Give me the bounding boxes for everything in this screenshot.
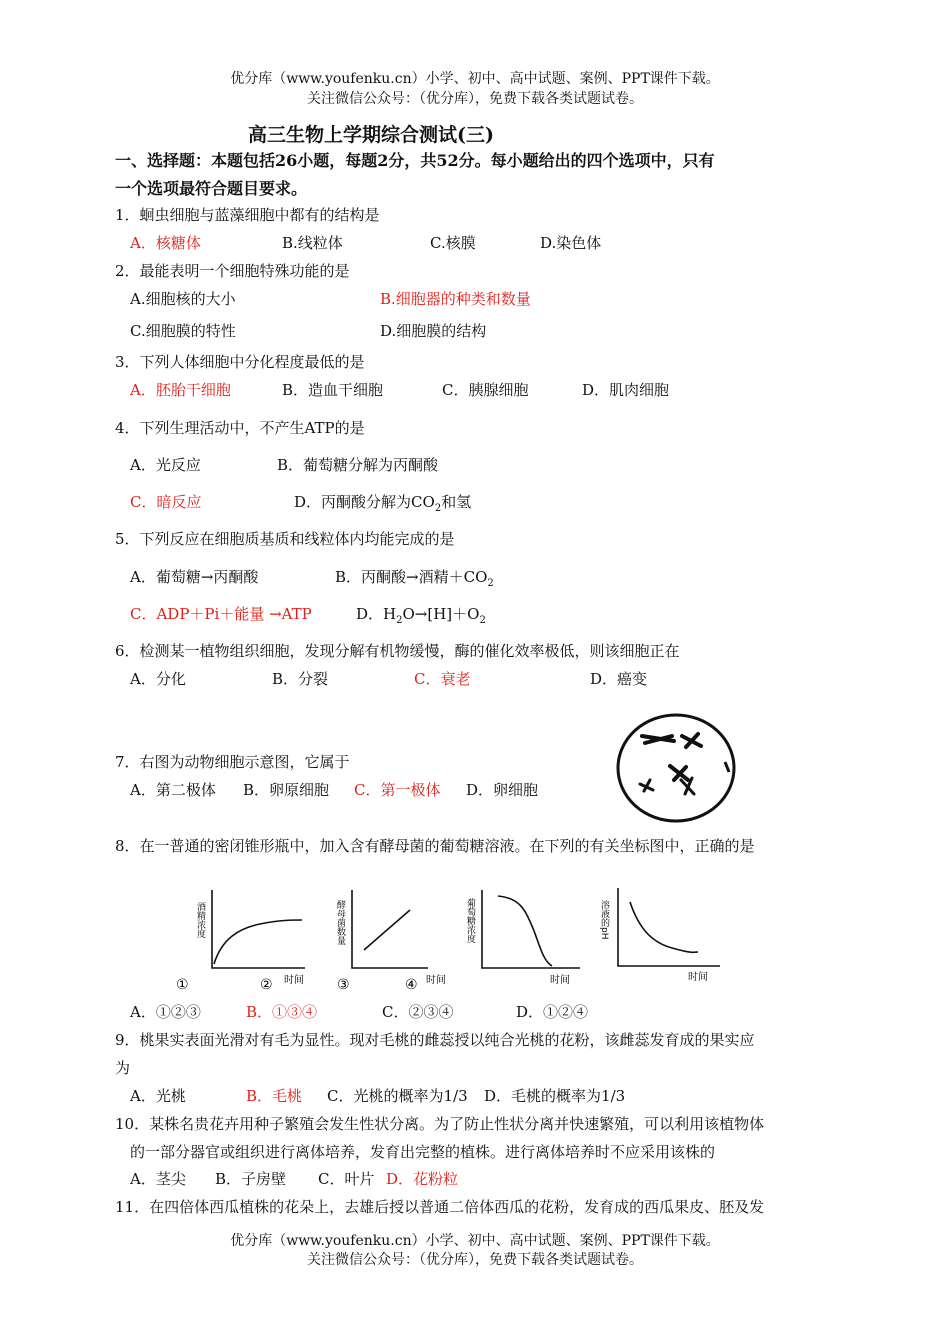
page-title: 高三生物上学期综合测试(三) <box>248 124 494 146</box>
question-7-option-c: C．第一极体 <box>354 781 441 799</box>
graph-2-ylabel: 酵母菌数量 <box>335 900 345 945</box>
question-5-option-d <box>356 603 486 626</box>
question-3-option-d: D．肌肉细胞 <box>582 381 670 399</box>
question-4-stem: 4．下列生理活动中，不产生ATP的是 <box>115 419 365 437</box>
question-1-option-c: C.核膜 <box>430 234 476 252</box>
question-4-option-d-tail: 和氢 <box>441 493 472 511</box>
footer-line-2: 关注微信公众号：（优分库），免费下载各类试题试卷。 <box>307 1252 643 1268</box>
graph-3-number: ③ <box>337 977 350 993</box>
question-5-option-b-text: B．丙酮酸→酒精＋CO <box>335 568 488 586</box>
graph-4-ylabel: 溶液的pH <box>599 900 609 940</box>
question-10-option-d: D．花粉粒 <box>386 1170 459 1188</box>
question-3-stem: 3．下列人体细胞中分化程度最低的是 <box>115 353 365 371</box>
question-5-option-c: C．ADP＋Pi＋能量 →ATP <box>130 605 312 623</box>
question-6-option-a: A．分化 <box>130 670 186 688</box>
question-10-option-b: B．子房壁 <box>215 1170 287 1188</box>
question-4-option-d <box>294 491 471 514</box>
question-3-option-a: A．胚胎干细胞 <box>130 381 231 399</box>
question-9-option-b: B．毛桃 <box>246 1087 303 1105</box>
question-9-stem-line-2: 为 <box>115 1059 131 1077</box>
question-8-option-a: A．①②③ <box>130 1003 201 1021</box>
graph-4-xlabel: 时间 <box>688 972 708 983</box>
graph-4-curve <box>630 902 698 952</box>
question-5-option-d-text: D．H <box>356 605 397 623</box>
question-2-option-d: D.细胞膜的结构 <box>380 322 487 340</box>
question-2-option-a: A.细胞核的大小 <box>130 290 236 308</box>
question-1-option-a: A．核糖体 <box>130 234 201 252</box>
question-10-option-a: A．茎尖 <box>130 1170 186 1188</box>
question-2-option-c: C.细胞膜的特性 <box>130 322 236 340</box>
question-8-stem: 8．在一普通的密闭锥形瓶中，加入含有酵母菌的葡萄糖溶液。在下列的有关坐标图中，正确的是 <box>115 837 755 855</box>
question-4-option-c: C．暗反应 <box>130 493 202 511</box>
question-11-stem-line-1: 11．在四倍体西瓜植株的花朵上，去雄后授以普通二倍体西瓜的花粉，发育成的西瓜果皮、胚及发 <box>115 1198 765 1216</box>
graphs-figure <box>176 880 740 995</box>
question-9-option-c: C．光桃的概率为1/3 <box>327 1087 468 1105</box>
question-8-option-c: C．②③④ <box>382 1003 454 1021</box>
footer-line-1: 优分库（www.youfenku.cn）小学、初中、高中试题、案例、PPT课件下载。 <box>230 1233 720 1249</box>
question-8-option-b: B．①③④ <box>246 1003 318 1021</box>
question-6-stem: 6．检测某一植物组织细胞，发现分解有机物缓慢，酶的催化效率极低，则该细胞正在 <box>115 642 680 660</box>
section-heading-line-2: 一个选项最符合题目要求。 <box>115 179 308 198</box>
graph-1-curve <box>214 920 302 964</box>
question-1-option-d: D.染色体 <box>540 234 602 252</box>
question-4-option-b: B．葡萄糖分解为丙酮酸 <box>277 456 439 474</box>
subscript: 2 <box>479 615 486 626</box>
chromosome <box>670 766 688 780</box>
question-5-option-d-mid: O→[H]＋O <box>402 605 480 623</box>
graph-1-axes <box>212 890 305 968</box>
graph-2 <box>260 890 428 993</box>
question-6-option-d: D．癌变 <box>590 670 648 688</box>
question-10-option-c: C．叶片 <box>318 1170 375 1188</box>
graph-2-number: ② <box>260 977 273 993</box>
graph-3 <box>426 890 580 986</box>
question-6-option-b: B．分裂 <box>272 670 329 688</box>
question-9-option-d: D．毛桃的概率为1/3 <box>484 1087 626 1105</box>
question-2-stem: 2．最能表明一个细胞特殊功能的是 <box>115 262 350 280</box>
chromosome <box>682 734 701 747</box>
question-1-stem: 1．蛔虫细胞与蓝藻细胞中都有的结构是 <box>115 206 380 224</box>
cell-diagram <box>612 710 742 825</box>
chromosome <box>640 780 653 791</box>
polar-mark <box>725 762 729 772</box>
question-4-option-a: A．光反应 <box>130 456 201 474</box>
graph-3-axes <box>482 890 580 968</box>
question-9-option-a: A．光桃 <box>130 1087 186 1105</box>
question-10-stem-line-1: 10．某株名贵花卉用种子繁殖会发生性状分离。为了防止性状分离并快速繁殖，可以利用该植物体 <box>115 1115 765 1133</box>
header-line-1: 优分库（www.youfenku.cn）小学、初中、高中试题、案例、PPT课件下载。 <box>230 71 720 87</box>
chromosome <box>642 736 674 743</box>
question-2-option-b: B.细胞器的种类和数量 <box>380 290 531 308</box>
question-5-stem: 5．下列反应在细胞质基质和线粒体内均能完成的是 <box>115 530 455 548</box>
question-10-stem-line-2: 的一部分器官或组织进行离体培养，发育出完整的植株。进行离体培养时不应采用该株的 <box>130 1143 716 1161</box>
subscript: 2 <box>434 503 442 514</box>
question-5-option-a: A．葡萄糖→丙酮酸 <box>130 568 259 586</box>
question-3-option-c: C．胰腺细胞 <box>442 381 529 399</box>
question-7-option-a: A．第二极体 <box>130 781 216 799</box>
question-7-stem: 7．右图为动物细胞示意图，它属于 <box>115 753 350 771</box>
question-4-option-d-text: D．丙酮酸分解为CO <box>294 493 435 511</box>
graph-1-ylabel: 酒精浓度 <box>195 902 205 938</box>
question-6-option-c: C．衰老 <box>414 670 471 688</box>
graph-2-xlabel: 时间 <box>284 975 304 986</box>
graph-4 <box>599 888 720 983</box>
graph-2-line <box>364 910 410 950</box>
subscript: 2 <box>396 615 403 626</box>
question-8-option-d: D．①②④ <box>516 1003 589 1021</box>
graph-4-number: ④ <box>405 977 418 993</box>
header-line-2: 关注微信公众号：（优分库），免费下载各类试题试卷。 <box>307 91 643 107</box>
section-heading-line-1: 一、选择题：本题包括26小题，每题2分，共52分。每小题给出的四个选项中，只有 <box>115 151 715 170</box>
graph-3-curve <box>498 896 552 966</box>
question-5-option-b <box>335 566 494 589</box>
graph-4-axes <box>618 888 720 966</box>
question-9-stem-line-1: 9．桃果实表面光滑对有毛为显性。现对毛桃的雌蕊授以纯合光桃的花粉，该雌蕊发育成的果实应 <box>115 1031 755 1049</box>
question-1-option-b: B.线粒体 <box>282 234 343 252</box>
graph-3-xlabel-top: 时间 <box>426 975 446 986</box>
question-7-option-b: B．卵原细胞 <box>243 781 330 799</box>
question-7-option-d: D．卵细胞 <box>466 781 539 799</box>
subscript: 2 <box>487 578 494 589</box>
question-3-option-b: B．造血干细胞 <box>282 381 384 399</box>
cell-membrane <box>618 715 734 821</box>
graph-3-xlabel: 时间 <box>550 975 570 986</box>
graph-1-number: ① <box>176 977 189 993</box>
graph-2-axes <box>352 890 428 968</box>
graph-3-ylabel: 葡萄糖浓度 <box>465 898 475 943</box>
